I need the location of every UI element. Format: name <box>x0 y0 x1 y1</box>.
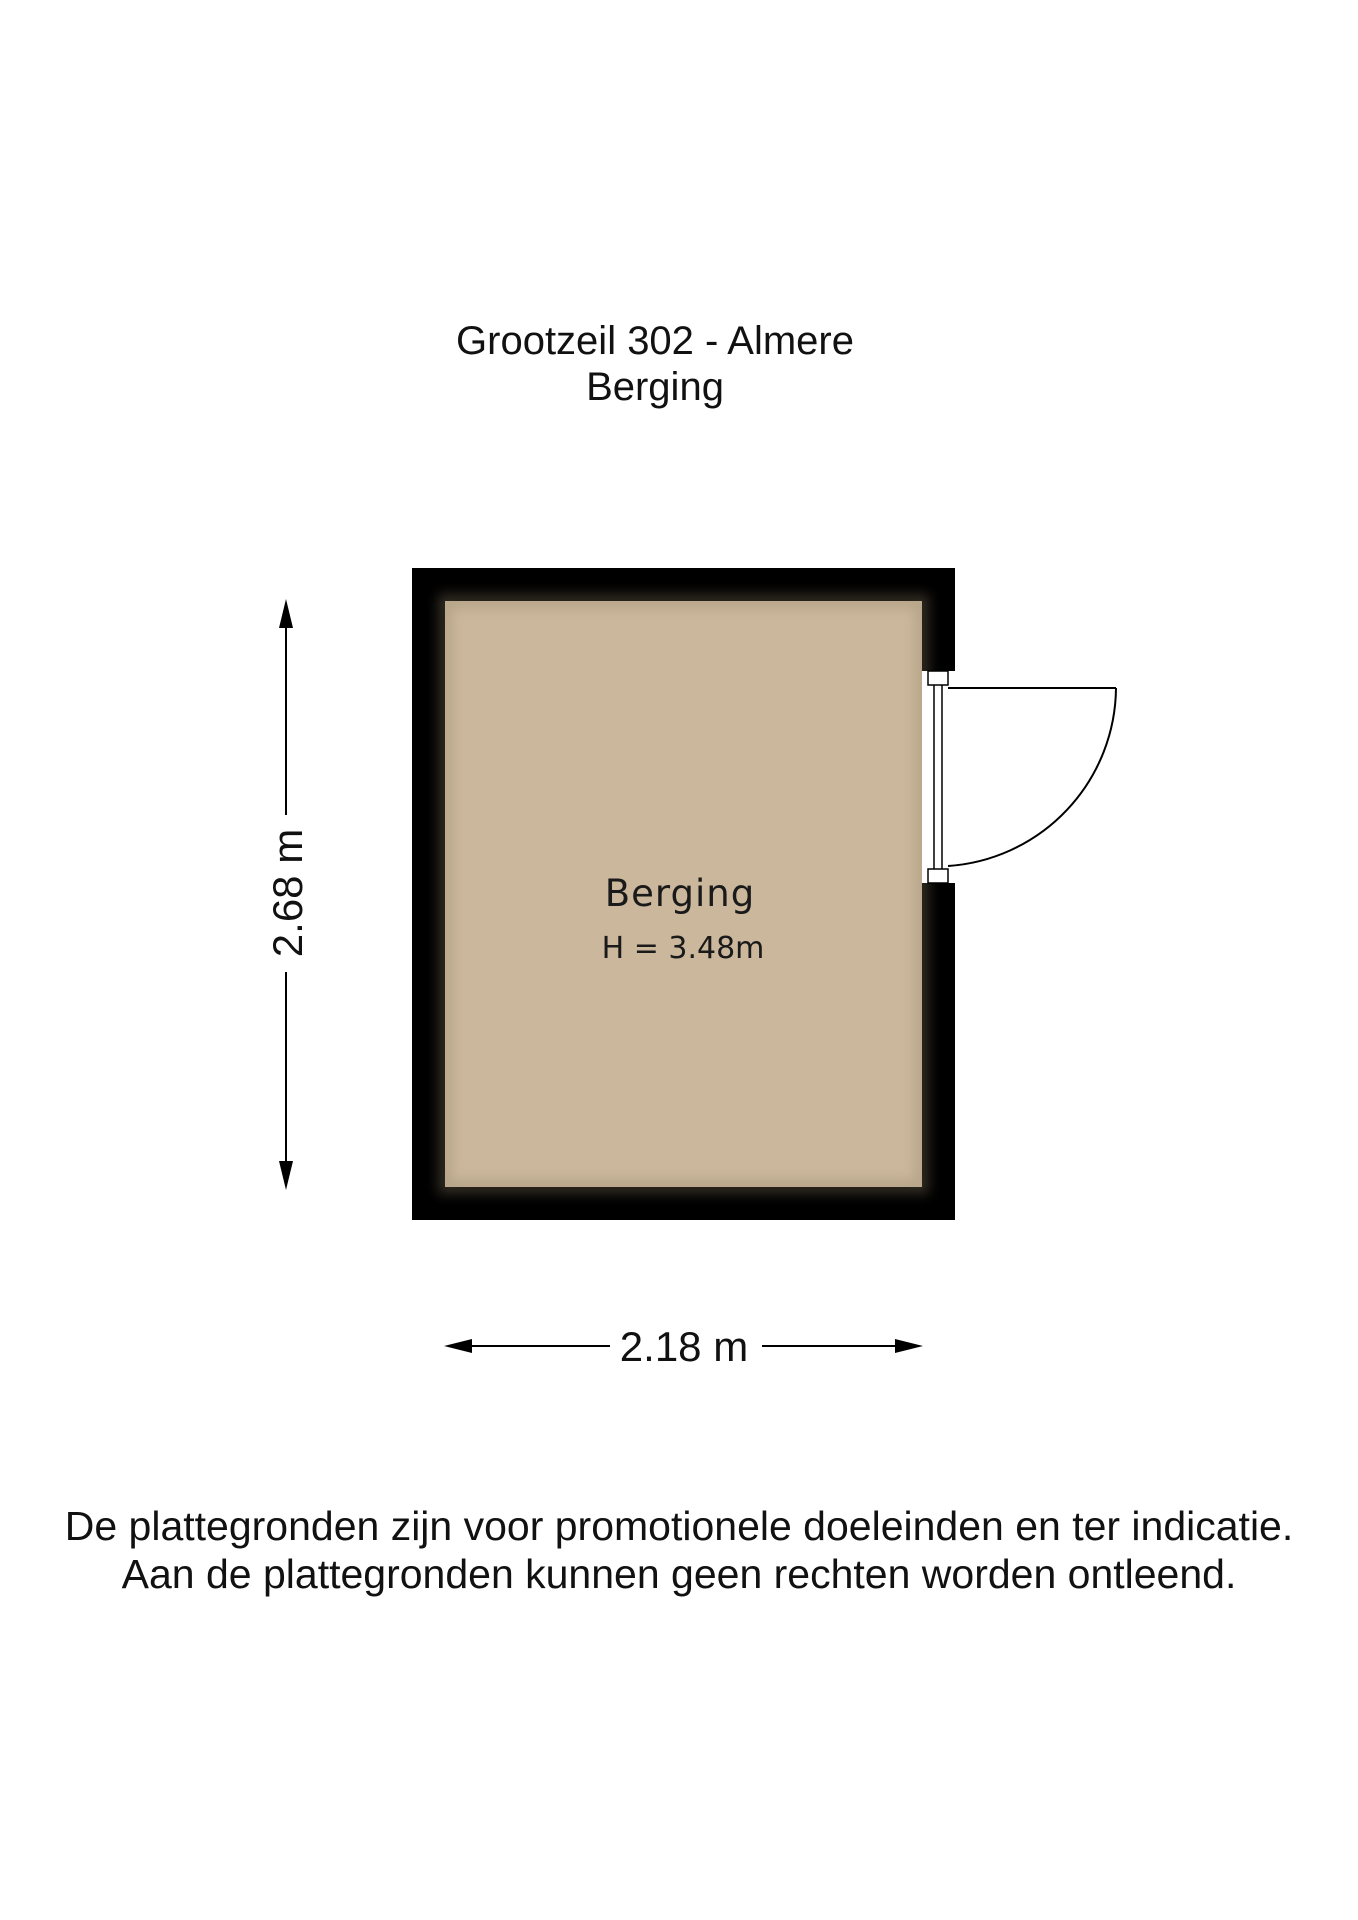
plan-title: Grootzeil 302 - Almere <box>456 319 854 363</box>
room-label: Berging <box>604 872 756 915</box>
depth-dimension <box>264 599 311 1190</box>
arrow-down-icon <box>279 1161 293 1190</box>
width-dimension <box>444 1323 923 1370</box>
disclaimer-line-1: De plattegronden zijn voor promotionele doeleinden en ter indicatie. <box>64 1503 1294 1549</box>
disclaimer <box>0 1502 1358 1598</box>
disclaimer-line-2: Aan de plattegronden kunnen geen rechten worden ontleend. <box>121 1551 1237 1597</box>
arrow-up-icon <box>279 599 293 628</box>
arrow-left-icon <box>444 1339 472 1353</box>
room-height-label: H = 3.48m <box>601 931 765 966</box>
door <box>922 671 1116 883</box>
arrow-right-icon <box>895 1339 923 1353</box>
plan-subtitle: Berging <box>586 365 724 409</box>
width-label: 2.18 m <box>619 1323 749 1370</box>
depth-label: 2.68 m <box>264 828 311 958</box>
